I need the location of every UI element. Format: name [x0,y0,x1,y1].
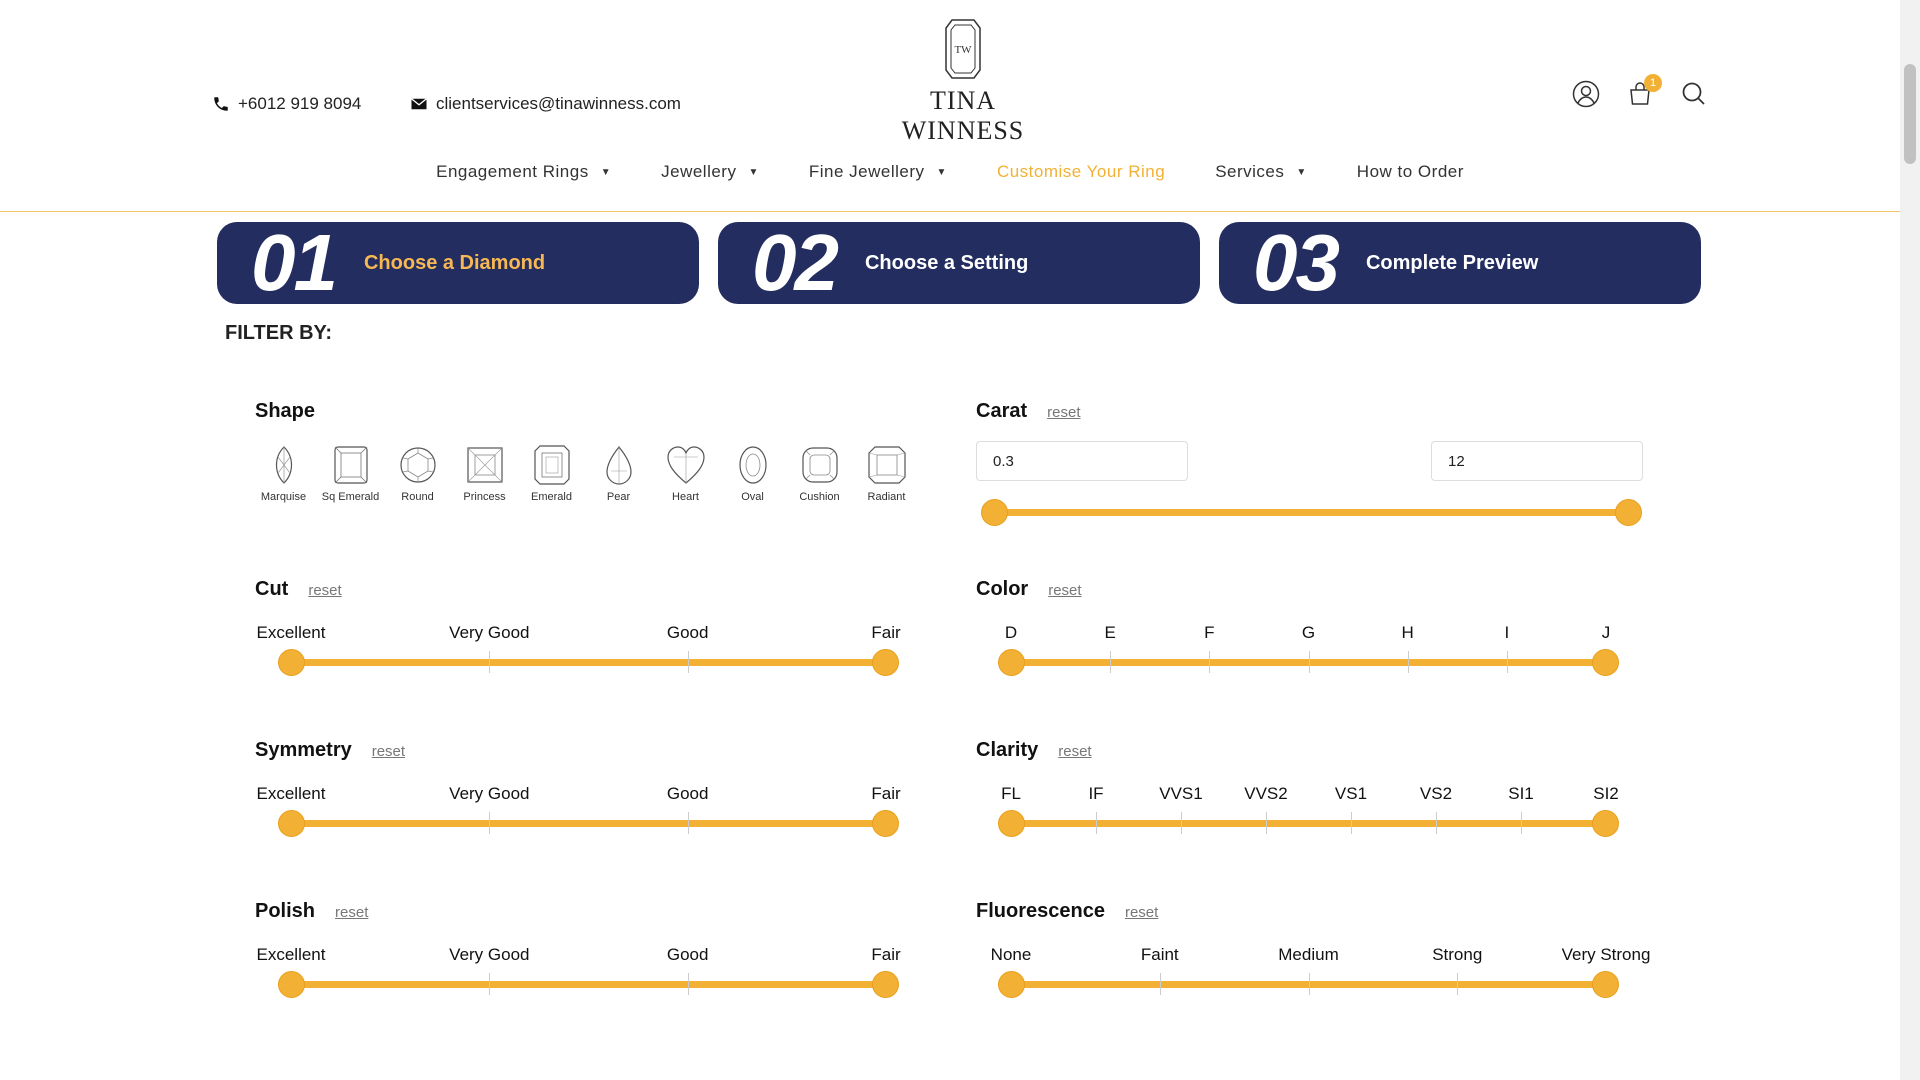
email-contact[interactable] [410,94,681,114]
account-icon[interactable] [1572,80,1600,108]
shape-option-pear[interactable] [590,443,647,503]
fluorescence-tick [1457,973,1458,995]
cut-scale-label: Good [666,623,709,642]
nav-jewellery[interactable] [636,162,784,182]
step-complete-preview[interactable] [1219,218,1701,307]
color-slider[interactable] [1011,659,1606,666]
nav-label: Jewellery [661,162,737,181]
princess-icon [463,443,507,487]
cut-title: Cut [255,578,289,600]
nav-engagement-rings[interactable] [411,162,636,182]
cut-filter [255,578,930,666]
caret-down-icon: ▼ [936,166,947,178]
symmetry-title: Symmetry [255,739,352,761]
color-scale-label: I [1504,623,1510,642]
search-icon[interactable] [1680,80,1708,108]
polish-scale-label: Good [666,945,709,964]
shape-option-radiant[interactable] [858,443,915,503]
step-tabs [217,218,1701,307]
shape-label: Princess [463,491,506,503]
cut-min-handle[interactable] [278,649,305,676]
marquise-icon [262,443,306,487]
polish-reset-link[interactable]: reset [335,904,369,921]
nav-label: Customise Your Ring [996,162,1166,181]
fluorescence-scale-label: Very Strong [1561,945,1651,964]
cut-tick [688,651,689,673]
shape-label: Radiant [867,491,906,503]
shape-option-marquise[interactable] [255,443,312,503]
carat-reset-link[interactable]: reset [1047,404,1081,421]
clarity-tick [1436,812,1437,834]
clarity-tick [1266,812,1267,834]
cut-scale-label: Excellent [256,623,326,642]
fluorescence-scale-label: Medium [1278,945,1339,964]
color-scale-label: J [1601,623,1611,642]
page-scrollbar[interactable] [1900,0,1920,1080]
shape-label: Sq Emerald [321,491,380,503]
nav-customise-your-ring[interactable] [972,162,1190,182]
carat-min-handle[interactable] [981,499,1008,526]
carat-min-input[interactable] [976,441,1188,481]
cut-tick [489,651,490,673]
cut-max-handle[interactable] [872,649,899,676]
clarity-scale-label: SI2 [1593,784,1619,803]
clarity-max-handle[interactable] [1592,810,1619,837]
shape-title: Shape [255,400,316,422]
fluorescence-reset-link[interactable]: reset [1124,904,1159,921]
fluorescence-min-handle[interactable] [998,971,1025,998]
symmetry-tick [489,812,490,834]
nav-fine-jewellery[interactable] [784,162,972,182]
polish-slider[interactable] [291,981,886,988]
step-label: Choose a Setting [864,251,1029,274]
oval-icon [731,443,775,487]
shape-option-emerald[interactable] [523,443,580,503]
symmetry-reset-link[interactable]: reset [371,743,406,760]
shape-label: Emerald [531,491,572,503]
shape-option-princess[interactable] [456,443,513,503]
clarity-scale-label: VVS1 [1159,784,1203,803]
color-scale-label: G [1301,623,1316,642]
shape-option-sq-emerald[interactable] [322,443,379,503]
color-tick [1507,651,1508,673]
phone-contact[interactable] [212,94,361,114]
nav-how-to-order[interactable] [1332,162,1489,182]
scrollbar-thumb[interactable] [1904,64,1916,164]
step-number: 01 [251,218,336,307]
color-max-handle[interactable] [1592,649,1619,676]
clarity-scale-label: VS2 [1419,784,1453,803]
polish-scale-label: Fair [871,945,901,964]
step-choose-diamond[interactable] [217,218,699,307]
shape-option-oval[interactable] [724,443,781,503]
email-address: clientservices@tinawinness.com [436,94,681,113]
fluorescence-filter [976,900,1651,988]
clarity-tick [1096,812,1097,834]
shape-label: Oval [741,491,764,503]
clarity-scale-label: SI1 [1508,784,1534,803]
clarity-scale-label: VS1 [1334,784,1368,803]
logo-monogram: TW [954,44,972,56]
polish-scale-label: Excellent [256,945,326,964]
symmetry-scale-label: Good [666,784,709,803]
shape-filter [255,400,915,503]
pear-icon [597,443,641,487]
filter-by-heading: FILTER BY: [225,322,333,344]
heart-icon [664,443,708,487]
fluorescence-scale-label: Faint [1140,945,1179,964]
clarity-reset-link[interactable]: reset [1058,743,1092,760]
fluorescence-scale-label: Strong [1432,945,1483,964]
carat-max-handle[interactable] [1615,499,1642,526]
step-choose-setting[interactable] [718,218,1200,307]
fluorescence-max-handle[interactable] [1592,971,1619,998]
step-number: 03 [1253,218,1338,307]
main-nav [0,162,1900,182]
symmetry-filter [255,739,930,827]
radiant-icon [865,443,909,487]
emerald-icon [530,443,574,487]
sq-emerald-icon [329,443,373,487]
color-scale-label: D [1004,623,1018,642]
symmetry-tick [688,812,689,834]
symmetry-max-handle[interactable] [872,810,899,837]
symmetry-slider[interactable] [291,820,886,827]
step-label: Choose a Diamond [363,251,546,274]
shape-option-heart[interactable] [657,443,714,503]
shape-label: Pear [606,491,631,503]
fluorescence-tick [1309,973,1310,995]
shape-option-cushion[interactable] [791,443,848,503]
fluorescence-scale-label: None [990,945,1032,964]
shape-option-round[interactable] [389,443,446,503]
cut-scale-label: Fair [871,623,901,642]
header-icons [1572,77,1708,108]
clarity-tick [1181,812,1182,834]
nav-label: Engagement Rings [436,162,589,181]
step-number: 02 [752,218,837,307]
carat-slider[interactable] [994,509,1629,516]
cart-count-badge: 1 [1644,74,1662,92]
nav-label: Services [1215,162,1285,181]
nav-label: Fine Jewellery [808,162,925,181]
cut-reset-link[interactable]: reset [308,582,342,599]
cut-slider[interactable] [291,659,886,666]
color-title: Color [976,578,1029,600]
site-logo[interactable] [870,18,1056,146]
shape-label: Marquise [260,491,307,503]
envelope-icon [410,95,428,113]
caret-down-icon: ▼ [748,166,759,178]
clarity-title: Clarity [976,739,1039,761]
color-reset-link[interactable]: reset [1048,582,1082,599]
shape-label: Round [401,491,434,503]
fluorescence-tick [1160,973,1161,995]
carat-title: Carat [976,400,1028,422]
color-tick [1309,651,1310,673]
nav-label: How to Order [1356,162,1464,181]
logo-text: TINA WINNESS [901,86,1025,145]
polish-scale-label: Very Good [449,945,530,964]
site-header [0,0,1900,212]
clarity-scale-label: IF [1088,784,1104,803]
shape-options [255,443,915,503]
symmetry-min-handle[interactable] [278,810,305,837]
symmetry-scale-label: Very Good [449,784,530,803]
polish-tick [489,973,490,995]
phone-icon [212,95,230,113]
color-tick [1209,651,1210,673]
symmetry-scale-label: Excellent [256,784,326,803]
color-tick [1408,651,1409,673]
color-scale-label: F [1204,623,1215,642]
cart-icon[interactable] [1626,77,1657,108]
clarity-min-handle[interactable] [998,810,1025,837]
carat-max-input[interactable] [1431,441,1643,481]
caret-down-icon: ▼ [1296,166,1307,178]
cushion-icon [798,443,842,487]
color-tick [1110,651,1111,673]
color-filter [976,578,1651,666]
clarity-tick [1351,812,1352,834]
carat-filter [976,400,1643,516]
clarity-slider[interactable] [1011,820,1606,827]
round-icon [396,443,440,487]
fluorescence-slider[interactable] [1011,981,1606,988]
caret-down-icon: ▼ [600,166,612,178]
color-min-handle[interactable] [998,649,1025,676]
fluorescence-title: Fluorescence [976,900,1105,922]
polish-filter [255,900,930,988]
phone-number: +6012 919 8094 [238,94,362,113]
shape-label: Heart [672,491,699,503]
polish-min-handle[interactable] [278,971,305,998]
clarity-tick [1521,812,1522,834]
nav-services[interactable] [1190,162,1332,182]
polish-title: Polish [255,900,316,922]
clarity-scale-label: VVS2 [1244,784,1288,803]
step-label: Complete Preview [1365,251,1539,274]
logo-mark-icon [944,18,982,80]
polish-tick [688,973,689,995]
cut-scale-label: Very Good [449,623,530,642]
clarity-scale-label: FL [1001,784,1021,803]
polish-max-handle[interactable] [872,971,899,998]
symmetry-scale-label: Fair [871,784,901,803]
color-scale-label: E [1104,623,1116,642]
clarity-filter [976,739,1651,827]
shape-label: Cushion [799,491,840,503]
color-scale-label: H [1401,623,1414,642]
